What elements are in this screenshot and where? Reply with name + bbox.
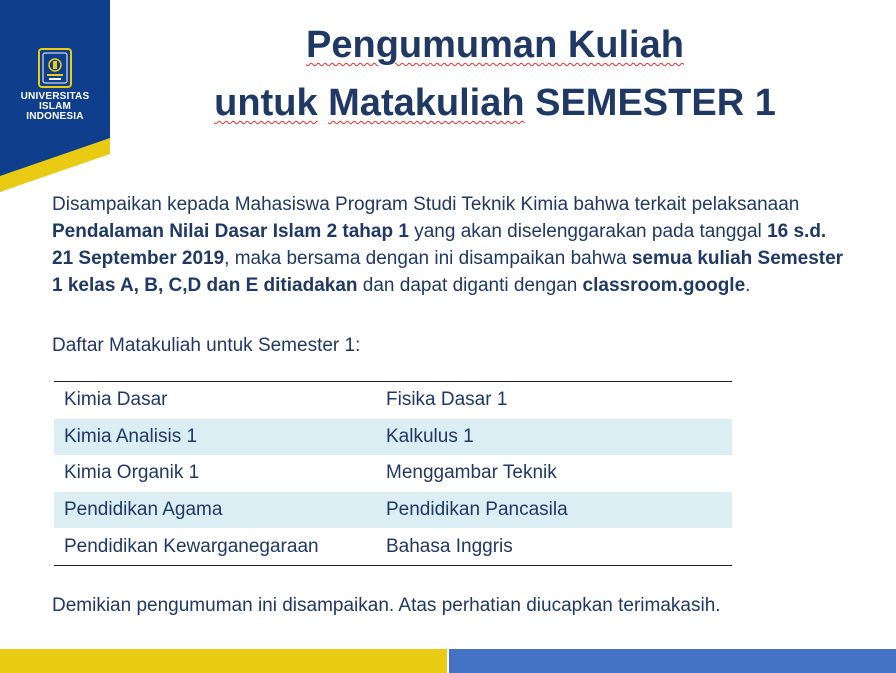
logo-line-3: INDONESIA: [26, 111, 84, 122]
table-cell: Kimia Organik 1: [64, 462, 200, 484]
logo-line-2: ISLAM: [38, 101, 72, 112]
table-cell: Pendidikan Pancasila: [386, 499, 568, 521]
page-title: [150, 16, 840, 132]
table-cell: Fisika Dasar 1: [386, 389, 508, 411]
table-cell: Pendidikan Kewarganegaraan: [64, 535, 319, 557]
table-cell: Bahasa Inggris: [386, 535, 513, 557]
table-row: [54, 492, 732, 529]
course-table: [54, 381, 732, 566]
university-emblem-icon: [38, 48, 72, 88]
logo-line-1: UNIVERSITAS: [20, 91, 90, 102]
table-cell: Pendidikan Agama: [64, 499, 223, 521]
corner-decoration: [0, 0, 110, 192]
university-logo: [0, 0, 110, 150]
closing-text: Demikian pengumuman ini disampaikan. Atas perhatian diucapkan terimakasih.: [52, 595, 721, 616]
footer-bar-yellow: [0, 649, 447, 673]
footer-bar-blue: [449, 649, 896, 673]
title-line-1: Pengumuman Kuliah: [306, 24, 684, 66]
title-line-2: untuk Matakuliah SEMESTER 1: [214, 82, 776, 124]
table-row: [54, 528, 732, 565]
course-list-heading: Daftar Matakuliah untuk Semester 1:: [52, 335, 361, 356]
table-row: [54, 419, 732, 456]
table-cell: Kimia Analisis 1: [64, 425, 198, 447]
table-cell: Menggambar Teknik: [386, 462, 557, 484]
table-row: [54, 455, 732, 492]
table-cell: Kimia Dasar: [64, 389, 168, 411]
announcement-paragraph: Disampaikan kepada Mahasiswa Program Studi Teknik Kimia bahwa terkait pelaksanaan Pendalaman Nilai Dasar Islam 2 tahap 1 yang akan diselenggarakan pada tanggal 16 s.d. 21 September 2019, maka bersama dengan ini disampaikan bahwa semua kuliah Semester 1 kelas A, B, C,D dan E ditiadakan dan dapat diganti dengan classroom.google.: [52, 194, 844, 296]
table-row: [54, 382, 732, 419]
table-cell: Kalkulus 1: [386, 425, 474, 447]
